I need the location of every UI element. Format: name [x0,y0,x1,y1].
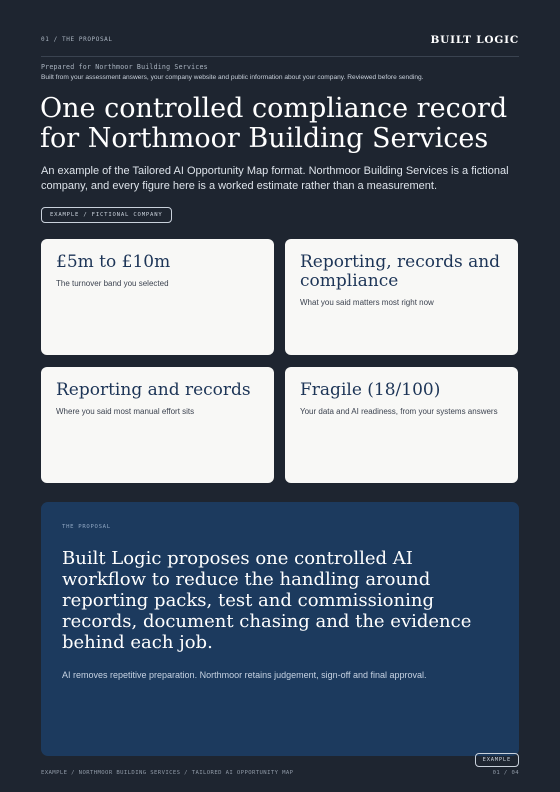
card-description: Where you said most manual effort sits [56,407,195,416]
card-description: The turnover band you selected [56,279,169,288]
card-turnover [41,239,274,355]
proposal-panel [41,502,519,756]
card-value: Reporting and records [56,380,251,400]
brand-logo: BUILT LOGIC [430,34,519,46]
footer-text: EXAMPLE / NORTHMOOR BUILDING SERVICES / TAILORED AI OPPORTUNITY MAP [41,770,294,776]
source-note: Built from your assessment answers, your company website and public information about your company. Reviewed before sending. [41,74,424,81]
example-tag: EXAMPLE / FICTIONAL COMPANY [41,207,172,223]
card-description: What you said matters most right now [300,298,434,307]
intro-text: An example of the Tailored AI Opportunity Map format. Northmoor Building Services is a fictional company, and every figure here is a worked estimate rather than a measurement. [41,165,509,192]
example-badge: EXAMPLE [475,753,519,767]
top-bar [41,34,519,57]
page-title: One controlled compliance record for Northmoor Building Services [40,93,508,154]
card-readiness [285,367,518,483]
card-priority [285,239,518,355]
card-manual-effort [41,367,274,483]
prepared-for: Prepared for Northmoor Building Services [41,63,208,71]
card-value: £5m to £10m [56,252,171,272]
section-label: 01 / THE PROPOSAL [41,36,113,43]
proposal-statement: Built Logic proposes one controlled AI workflow to reduce the handling around reporting packs, test and commissioning records, document chasing and the evidence behind each job. [62,548,472,653]
proposal-label: THE PROPOSAL [62,524,111,530]
page-number: 01 / 04 [492,770,519,776]
proposal-note: AI removes repetitive preparation. Northmoor retains judgement, sign-off and final approval. [62,670,427,680]
card-value: Reporting, records and compliance [300,252,501,291]
card-value: Fragile (18/100) [300,380,441,400]
card-description: Your data and AI readiness, from your systems answers [300,407,498,416]
